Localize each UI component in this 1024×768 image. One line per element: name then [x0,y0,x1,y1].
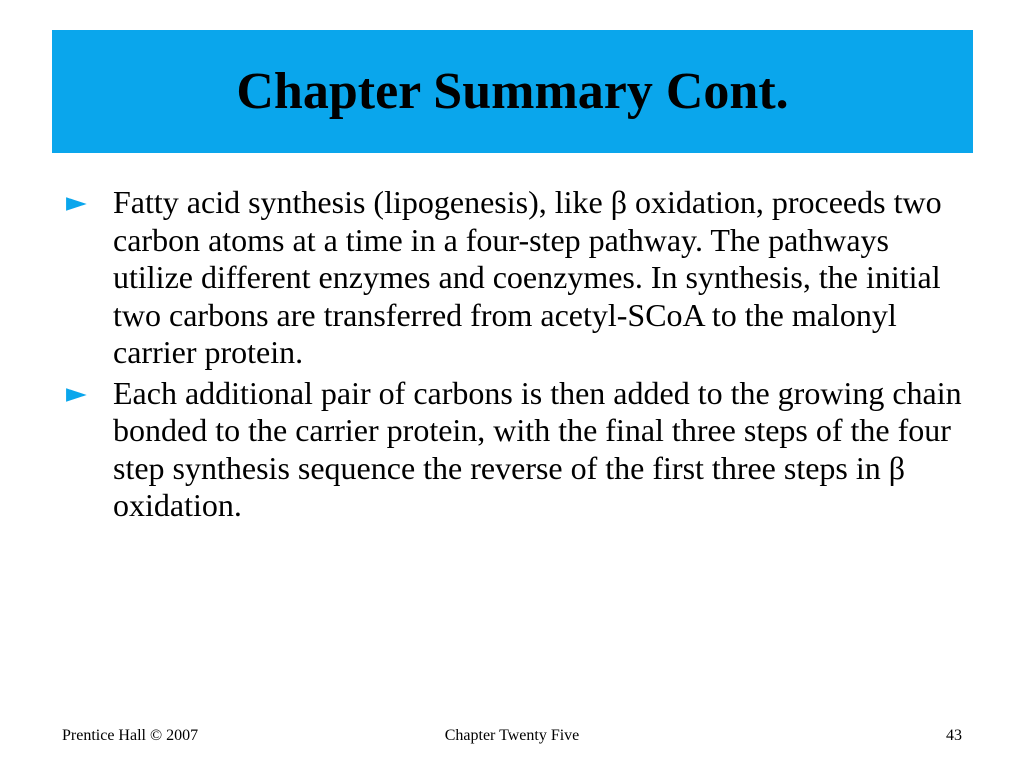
bullet-item [66,184,966,372]
bullet-text: Each additional pair of carbons is then added to the growing chain bonded to the carrier protein, with the final three steps of the four step synthesis sequence the reverse of the first three steps in β oxidation. [113,374,962,523]
bullet-list [66,184,966,525]
bullet-text: Fatty acid synthesis (lipogenesis), like β oxidation, proceeds two carbon atoms at a time in a four-step pathway. The pathways utilize different enzymes and coenzymes. In synthesis, the initial two carbons are transferred from acetyl-SCoA to the malonyl carrier protein. [113,184,942,370]
slide-title: Chapter Summary Cont. [236,62,789,120]
footer-copyright: Prentice Hall © 2007 [62,727,199,744]
footer-chapter: Chapter Twenty Five [444,727,580,744]
triangle-bullet-icon: ► [66,377,87,409]
triangle-bullet-icon: ► [66,187,87,218]
title-bar [52,30,973,153]
page-number: 43 [946,727,962,744]
bullet-item [66,375,966,525]
